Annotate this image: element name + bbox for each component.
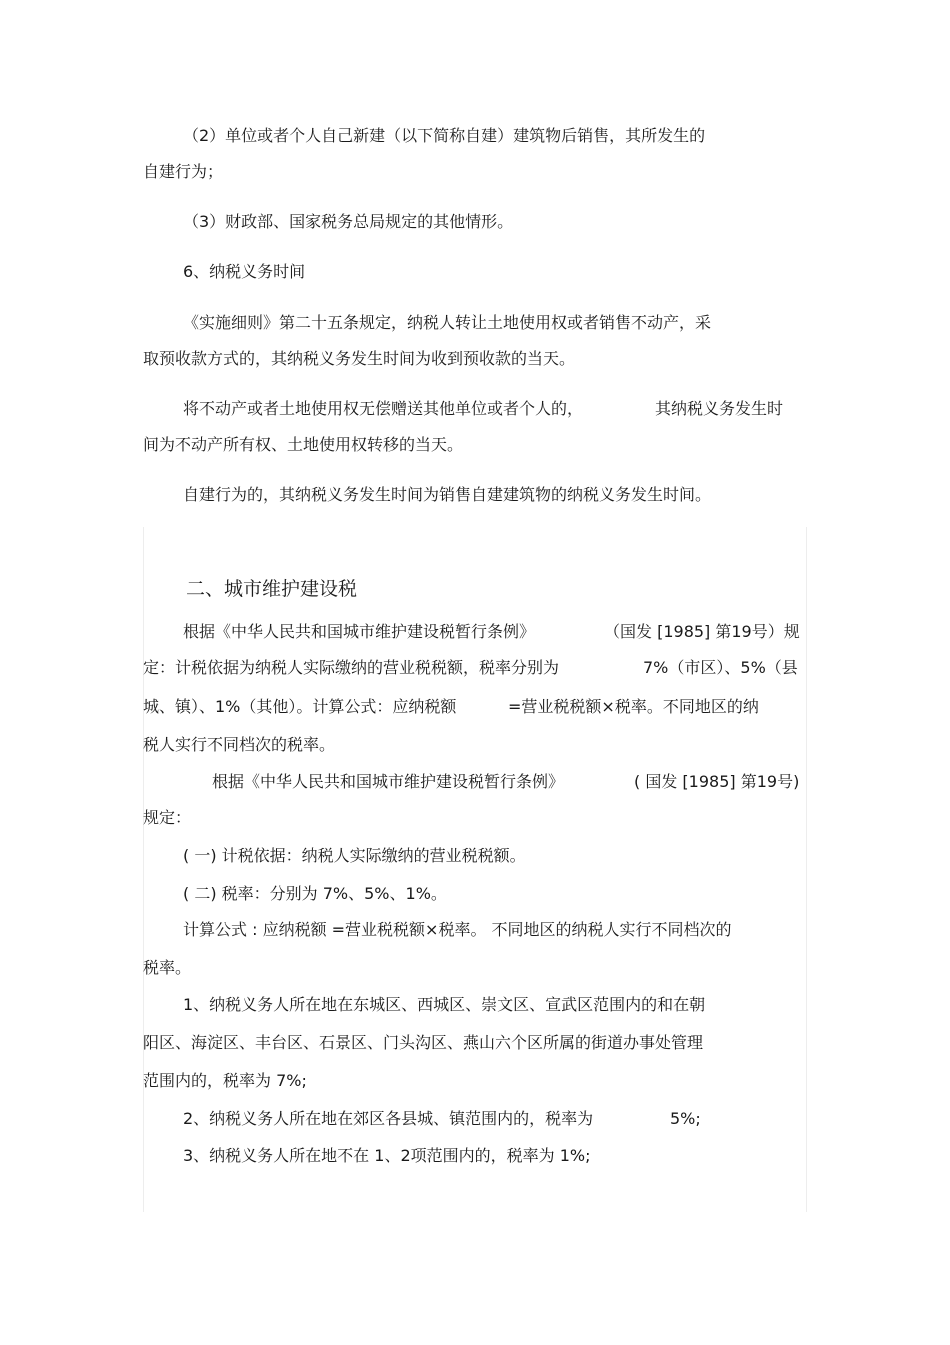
paragraph-line: 7%（市区）、5%（县 [643, 658, 798, 677]
paragraph-line: 自建行为的，其纳税义务发生时间为销售自建建筑物的纳税义务发生时间。 [183, 485, 712, 504]
paragraph-line: 税人实行不同档次的税率。 [143, 735, 336, 754]
paragraph-line: 计算公式 : 应纳税额 =营业税税额×税率。 不同地区的纳税人实行不同档次的 [183, 920, 732, 939]
section-heading: 6、纳税义务时间 [183, 262, 306, 281]
paragraph-line: 间为不动产所有权、土地使用权转移的当天。 [143, 435, 464, 454]
paragraph-line: （3）财政部、国家税务总局规定的其他情形。 [183, 212, 514, 231]
paragraph-line: 3、纳税义务人所在地不在 1、2项范围内的，税率为 1%; [183, 1146, 591, 1165]
paragraph-line: 1、纳税义务人所在地在东城区、西城区、崇文区、宣武区范围内的和在朝 [183, 995, 706, 1014]
paragraph-line: 《实施细则》第二十五条规定，纳税人转让土地使用权或者销售不动产，采 [183, 313, 712, 332]
paragraph-line: （2）单位或者个人自己新建（以下简称自建）建筑物后销售，其所发生的 [183, 126, 706, 145]
paragraph-line: 规定： [143, 808, 192, 827]
paragraph-line: 根据《中华人民共和国城市维护建设税暂行条例》 [183, 622, 536, 641]
section-title: 二、城市维护建设税 [186, 578, 358, 600]
paragraph-line: 城、镇）、1%（其他）。计算公式：应纳税额 [143, 697, 457, 716]
paragraph-line: 其纳税义务发生时 [655, 399, 784, 418]
paragraph-line: 定：计税依据为纳税人实际缴纳的营业税税额，税率分别为 [143, 658, 560, 677]
paragraph-line: 自建行为； [143, 162, 224, 181]
paragraph-line: 范围内的，税率为 7%; [143, 1071, 307, 1090]
paragraph-line: 税率。 [143, 958, 192, 977]
paragraph-line: 阳区、海淀区、丰台区、石景区、门头沟区、燕山六个区所属的街道办事处管理 [143, 1033, 704, 1052]
paragraph-line: 2、纳税义务人所在地在郊区各县城、镇范围内的，税率为 [183, 1109, 594, 1128]
paragraph-line: （国发 [1985] 第19号）规 [604, 622, 800, 641]
paragraph-line: 取预收款方式的，其纳税义务发生时间为收到预收款的当天。 [143, 349, 576, 368]
paragraph-line: 将不动产或者土地使用权无偿赠送其他单位或者个人的， [183, 399, 584, 418]
paragraph-line: 5%; [670, 1109, 701, 1128]
paragraph-line: ( 国发 [1985] 第19号) [634, 772, 800, 791]
paragraph-line: 根据《中华人民共和国城市维护建设税暂行条例》 [212, 772, 565, 791]
list-item: ( 二) 税率：分别为 7%、5%、1%。 [183, 884, 447, 903]
list-item: ( 一) 计税依据：纳税人实际缴纳的营业税税额。 [183, 846, 526, 865]
paragraph-line: =营业税税额×税率。不同地区的纳 [508, 697, 759, 716]
